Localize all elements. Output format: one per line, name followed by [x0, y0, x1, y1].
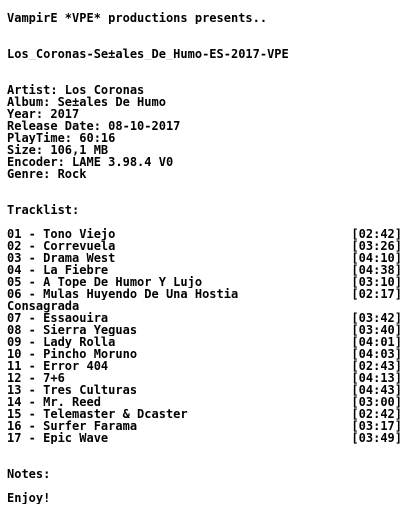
spacer — [7, 60, 402, 72]
track-duration: [04:43] — [351, 384, 402, 396]
spacer — [7, 480, 402, 492]
track-duration: [02:17] — [351, 288, 402, 300]
track-title-continuation: Consagrada — [7, 299, 80, 313]
track-duration: [03:00] — [351, 396, 402, 408]
track-title: 14 - Mr. Reed — [7, 396, 101, 408]
track-title: 05 - A Tope De Humor Y Lujo — [7, 276, 203, 288]
track-title: 17 - Epic Wave — [7, 432, 109, 444]
track-title: 12 - 7+6 — [7, 372, 65, 384]
track-duration: [02:42] — [351, 408, 402, 420]
size-line: Size: 106,1 MB — [7, 144, 109, 156]
track-title: 06 - Mulas Huyendo De Una Hostia — [7, 288, 239, 300]
track-row — [7, 312, 402, 324]
nfo-document — [7, 12, 402, 504]
track-row — [7, 372, 402, 384]
spacer — [7, 216, 402, 228]
track-row — [7, 240, 402, 252]
track-title: 15 - Telemaster & Dcaster — [7, 408, 188, 420]
track-row — [7, 432, 402, 444]
track-duration: [04:01] — [351, 336, 402, 348]
notes-text: Enjoy! — [7, 492, 51, 504]
year-line: Year: 2017 — [7, 108, 80, 120]
track-duration: [04:13] — [351, 372, 402, 384]
spacer — [7, 24, 402, 36]
track-row — [7, 276, 402, 288]
spacer — [7, 192, 402, 204]
playtime-line: PlayTime: 60:16 — [7, 132, 116, 144]
track-row — [7, 252, 402, 264]
track-title: 13 - Tres Culturas — [7, 384, 138, 396]
track-duration: [03:49] — [351, 432, 402, 444]
track-row — [7, 360, 402, 372]
track-row — [7, 228, 402, 240]
spacer — [7, 444, 402, 456]
spacer — [7, 180, 402, 192]
track-duration: [03:42] — [351, 312, 402, 324]
spacer — [7, 36, 402, 48]
track-title: 08 - Sierra Yeguas — [7, 324, 138, 336]
track-title: 04 - La Fiebre — [7, 264, 109, 276]
notes-heading: Notes: — [7, 468, 51, 480]
track-row — [7, 420, 402, 432]
track-duration: [03:40] — [351, 324, 402, 336]
genre-line: Genre: Rock — [7, 168, 87, 180]
track-duration: [03:10] — [351, 276, 402, 288]
track-duration: [04:10] — [351, 252, 402, 264]
track-row — [7, 408, 402, 420]
track-title: 10 - Pincho Moruno — [7, 348, 138, 360]
spacer — [7, 456, 402, 468]
track-title: 01 - Tono Viejo — [7, 228, 116, 240]
track-title: 09 - Lady Rolla — [7, 336, 116, 348]
track-title: 03 - Drama West — [7, 252, 116, 264]
track-row — [7, 396, 402, 408]
track-duration: [04:38] — [351, 264, 402, 276]
release-name: Los_Coronas-Se±ales_De_Humo-ES-2017-VPE — [7, 48, 289, 60]
track-title: 11 - Error 404 — [7, 360, 109, 372]
track-duration: [04:03] — [351, 348, 402, 360]
track-row — [7, 384, 402, 396]
artist-line: Artist: Los Coronas — [7, 84, 145, 96]
track-row — [7, 336, 402, 348]
intro-line: VampirE *VPE* productions presents.. — [7, 12, 268, 24]
track-duration: [03:26] — [351, 240, 402, 252]
track-row — [7, 324, 402, 336]
tracklist-heading: Tracklist: — [7, 204, 80, 216]
track-duration: [03:17] — [351, 420, 402, 432]
track-title: 16 - Surfer Farama — [7, 420, 138, 432]
encoder-line: Encoder: LAME 3.98.4 V0 — [7, 156, 174, 168]
track-title: 02 - Correvuela — [7, 240, 116, 252]
album-line: Album: Se±ales De Humo — [7, 96, 166, 108]
track-title: 07 - Essaouira — [7, 312, 109, 324]
track-duration: [02:43] — [351, 360, 402, 372]
release-date-line: Release Date: 08-10-2017 — [7, 120, 181, 132]
track-row — [7, 264, 402, 276]
track-row — [7, 348, 402, 360]
spacer — [7, 72, 402, 84]
track-duration: [02:42] — [351, 228, 402, 240]
tracklist — [7, 228, 402, 444]
